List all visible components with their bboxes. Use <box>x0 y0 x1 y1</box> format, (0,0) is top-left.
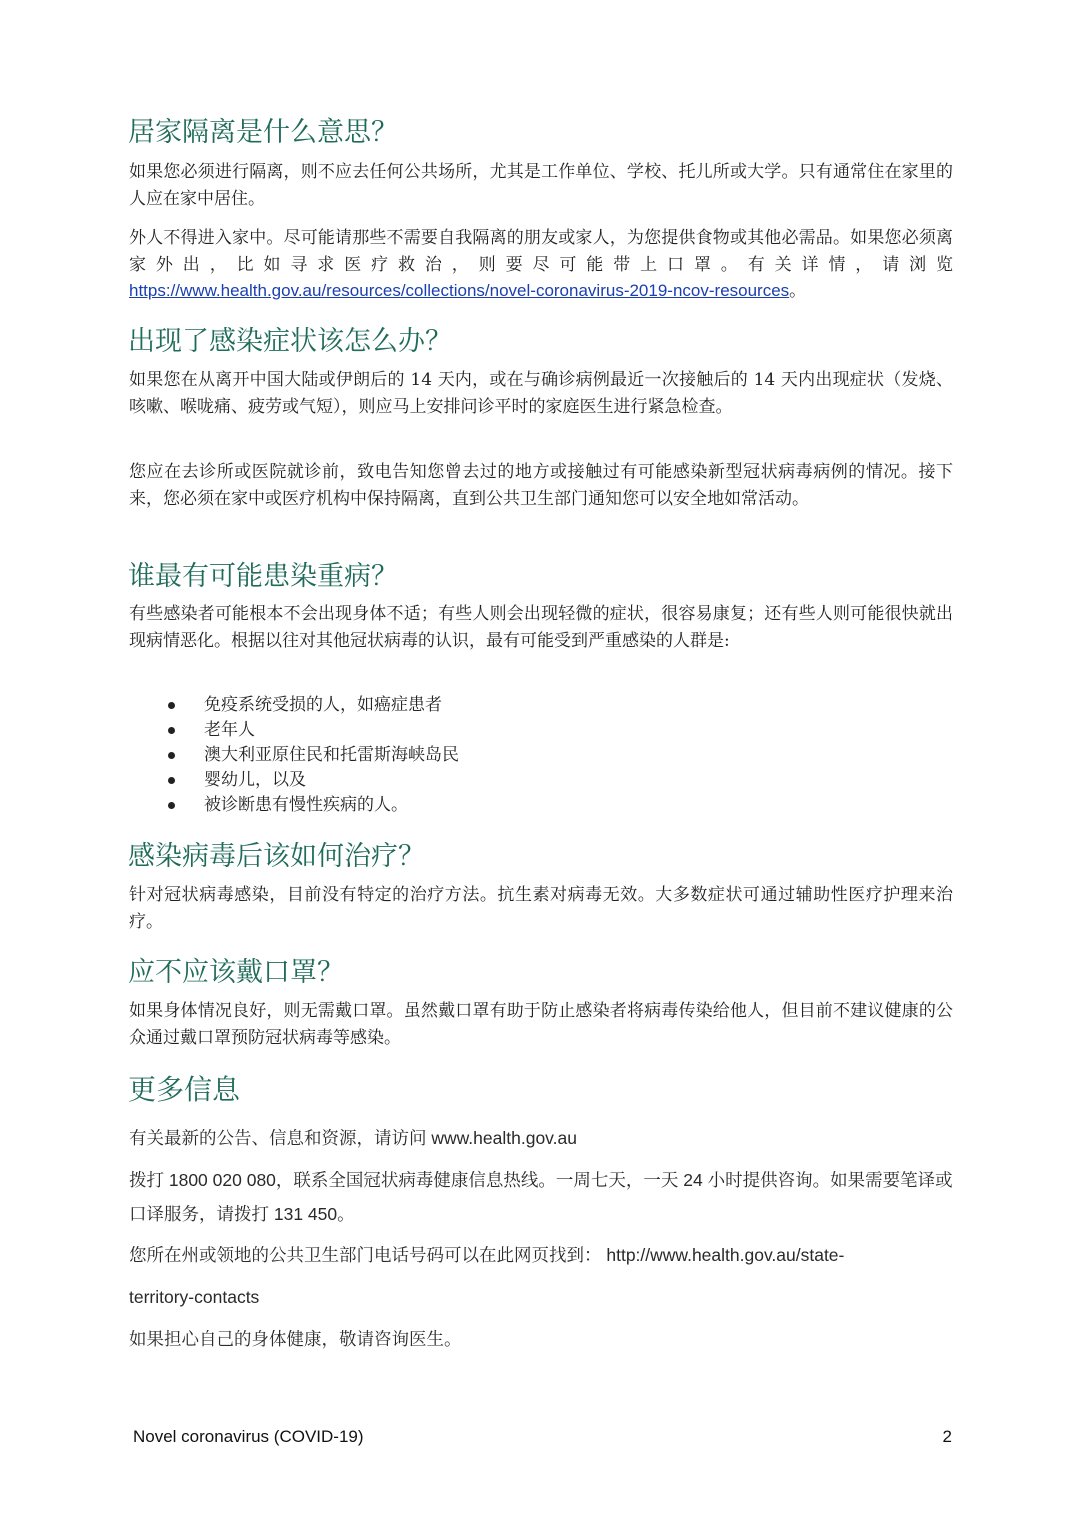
resources-link[interactable]: https://www.health.gov.au/resources/collections/novel-coronavirus-2019-ncov-resources <box>129 281 790 300</box>
info-consult-doctor: 如果担心自己的身体健康，敬请咨询医生。 <box>129 1329 462 1349</box>
list-item <box>168 718 459 743</box>
section-heading-home-isolation: 居家隔离是什么意思？ <box>128 117 398 148</box>
info-state-contacts: 您所在州或领地的公共卫生部门电话号码可以在此网页找到： http://www.health.gov.au/state- <box>129 1245 845 1265</box>
paragraph-isolation-visitors-text: 外人不得进入家中。尽可能请那些不需要自我隔离的朋友或家人，为您提供食物或其他必需品。如果您必须离家外出，比如寻求医疗救治，则要尽可能带上口罩。有关详情，请浏览 <box>129 228 953 275</box>
section-heading-more-info: 更多信息 <box>128 1073 241 1106</box>
section-heading-treatment: 感染病毒后该如何治疗？ <box>128 841 425 872</box>
list-item-text: 澳大利亚原住民和托雷斯海峡岛民 <box>204 745 459 765</box>
info-state-contacts-cont: territory-contacts <box>129 1287 260 1307</box>
bullet-icon <box>168 702 175 709</box>
paragraph-masks: 如果身体情况良好，则无需戴口罩。虽然戴口罩有助于防止感染者将病毒传染给他人，但目前不建议健康的公众通过戴口罩预防冠状病毒等感染。 <box>129 1001 953 1048</box>
bullet-icon <box>168 802 175 809</box>
list-item <box>168 793 459 818</box>
list-item-text: 婴幼儿，以及 <box>204 770 306 790</box>
paragraph-symptoms-action: 如果您在从离开中国大陆或伊朗后的 14 天内，或在与确诊病例最近一次接触后的 14 天内出现症状（发烧、咳嗽、喉咙痛、疲劳或气短），则应马上安排问诊平时的家庭医生进行紧急检查。 <box>129 370 953 417</box>
list-item-text: 免疫系统受损的人，如癌症患者 <box>204 695 442 715</box>
section-heading-symptoms: 出现了感染症状该怎么办？ <box>128 326 452 357</box>
footer-title: Novel coronavirus (COVID-19) <box>133 1427 364 1446</box>
section-heading-high-risk: 谁最有可能患染重病？ <box>128 561 398 592</box>
high-risk-list <box>168 693 459 818</box>
info-hotline: 拨打 1800 020 080，联系全国冠状病毒健康信息热线。一周七天，一天 24 小时提供咨询。如果需要笔译或口译服务，请拨打 131 450。 <box>129 1170 953 1224</box>
list-item <box>168 768 459 793</box>
link-suffix: 。 <box>789 281 807 301</box>
section-heading-masks: 应不应该戴口罩？ <box>128 957 344 988</box>
bullet-icon <box>168 727 175 734</box>
bullet-icon <box>168 777 175 784</box>
list-item <box>168 693 459 718</box>
page-number: 2 <box>942 1427 952 1446</box>
paragraph-high-risk-intro: 有些感染者可能根本不会出现身体不适；有些人则会出现轻微的症状，很容易康复；还有些人则可能很快就出现病情恶化。根据以往对其他冠状病毒的认识，最有可能受到严重感染的人群是: <box>129 604 953 651</box>
paragraph-call-ahead: 您应在去诊所或医院就诊前，致电告知您曾去过的地方或接触过有可能感染新型冠状病毒病例的情况。接下来，您必须在家中或医疗机构中保持隔离，直到公共卫生部门通知您可以安全地如常活动。 <box>129 462 953 509</box>
paragraph-isolation-rules: 如果您必须进行隔离，则不应去任何公共场所，尤其是工作单位、学校、托儿所或大学。只有通常住在家里的人应在家中居住。 <box>129 162 953 209</box>
paragraph-isolation-visitors <box>129 225 953 305</box>
list-item-text: 被诊断患有慢性疾病的人。 <box>204 795 408 815</box>
bullet-icon <box>168 752 175 759</box>
info-website: 有关最新的公告、信息和资源，请访问 www.health.gov.au <box>129 1128 577 1148</box>
list-item-text: 老年人 <box>204 720 255 740</box>
paragraph-treatment: 针对冠状病毒感染，目前没有特定的治疗方法。抗生素对病毒无效。大多数症状可通过辅助性医疗护理来治疗。 <box>129 885 953 932</box>
list-item <box>168 743 459 768</box>
